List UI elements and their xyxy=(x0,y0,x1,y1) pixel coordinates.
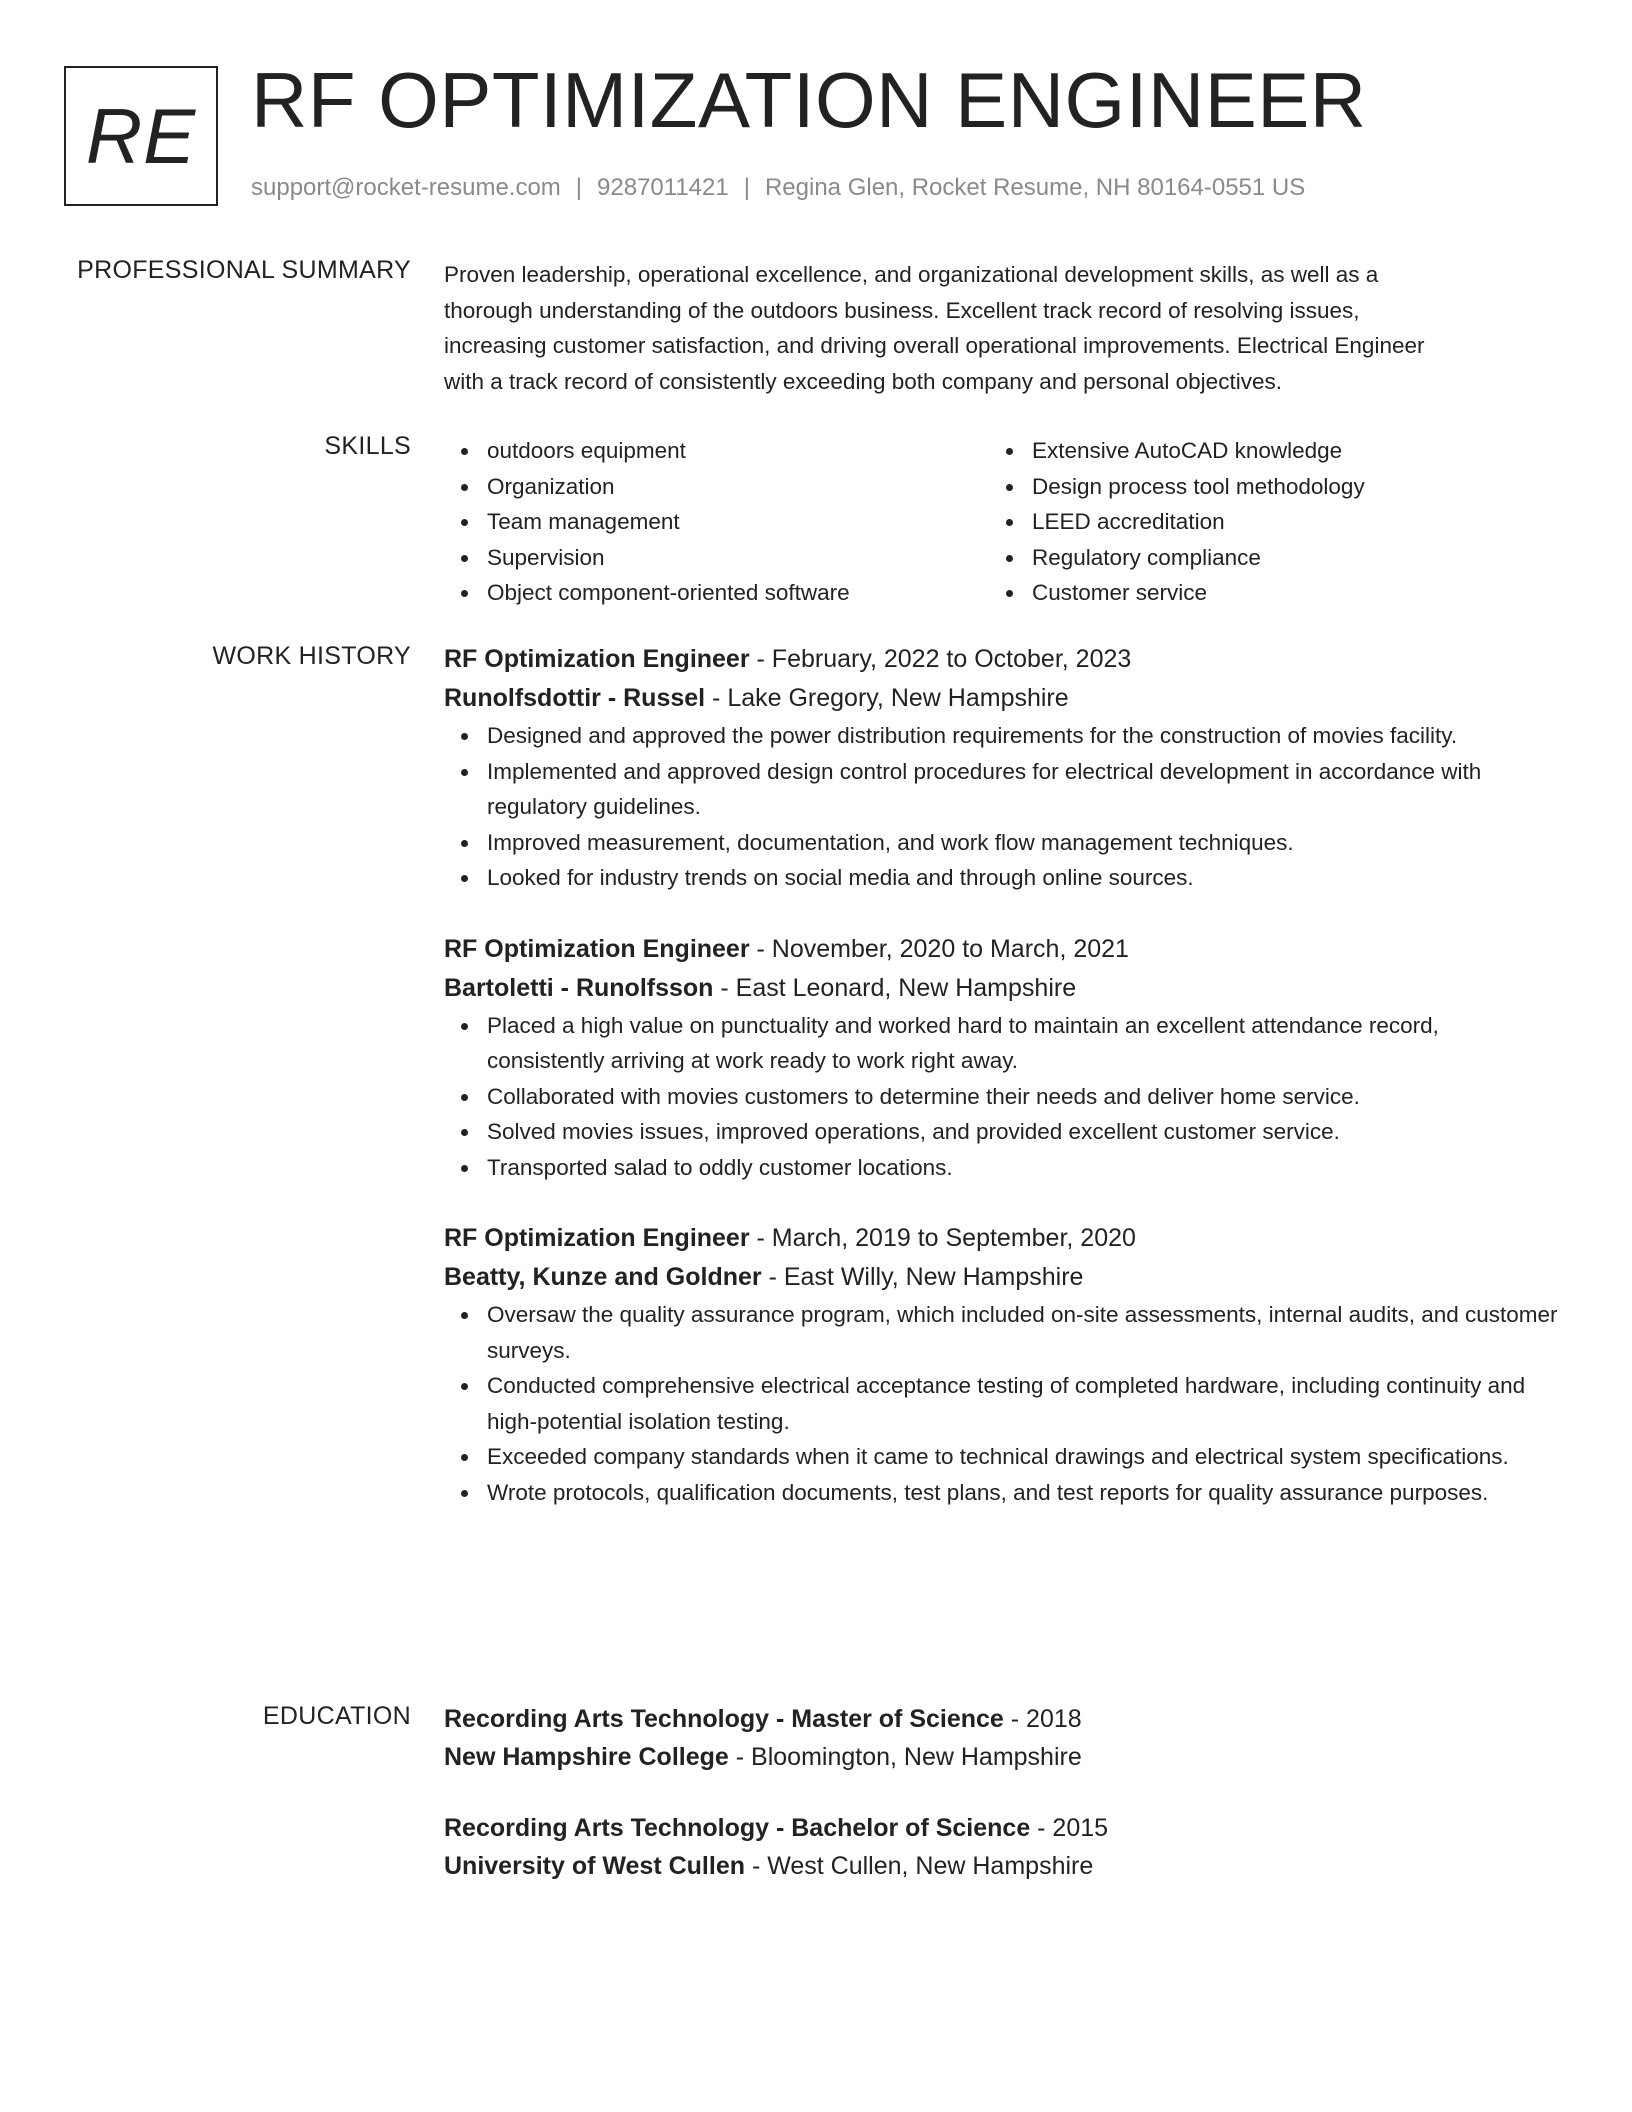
job-bullet: Transported salad to oddly customer locations. xyxy=(444,1150,1559,1186)
job-title-line xyxy=(444,640,1559,679)
job-location: - East Willy, New Hampshire xyxy=(761,1263,1084,1291)
summary-line: thorough understanding of the outdoors business. Excellent track record of resolving issues, xyxy=(444,297,1360,323)
job-company: Beatty, Kunze and Goldner xyxy=(444,1263,762,1291)
job-dates: - November, 2020 to March, 2021 xyxy=(749,934,1129,963)
education-list xyxy=(444,1700,1559,1918)
skill-item: Supervision xyxy=(444,540,989,576)
job-company-line xyxy=(444,969,1559,1008)
skills-column-right xyxy=(989,433,1534,611)
job-company-line xyxy=(444,679,1559,718)
job-bullet: Implemented and approved design control procedures for electrical development in accordance with regulatory guidelines. xyxy=(444,754,1559,825)
job-bullet: Looked for industry trends on social media and through online sources. xyxy=(444,860,1559,896)
education-school: University of West Cullen xyxy=(444,1852,745,1880)
section-label-education: EDUCATION xyxy=(262,1702,411,1730)
contact-address: Regina Glen, Rocket Resume, NH 80164-0551 US xyxy=(764,174,1306,201)
job-location: - Lake Gregory, New Hampshire xyxy=(705,684,1069,712)
resume-title: RF OPTIMIZATION ENGINEER xyxy=(251,56,1367,144)
contact-separator: | xyxy=(743,174,750,201)
skill-item: Customer service xyxy=(989,575,1534,611)
work-history-list xyxy=(444,640,1559,1544)
contact-separator: | xyxy=(575,174,583,201)
job-bullet: Solved movies issues, improved operations, and provided excellent customer service. xyxy=(444,1114,1559,1150)
education-location: - Bloomington, New Hampshire xyxy=(728,1743,1082,1771)
job-bullets xyxy=(444,1008,1559,1186)
summary-text xyxy=(444,257,1559,399)
education-school-line xyxy=(444,1738,1559,1776)
job-dates: - February, 2022 to October, 2023 xyxy=(749,645,1132,673)
skill-item: LEED accreditation xyxy=(989,504,1534,540)
job-bullet: Collaborated with movies customers to determine their needs and deliver home service. xyxy=(444,1079,1559,1115)
skill-item: Design process tool methodology xyxy=(989,469,1534,505)
job-bullet: Wrote protocols, qualification documents, test plans, and test reports for quality assurance purposes. xyxy=(444,1475,1559,1511)
education-year: - 2018 xyxy=(1003,1705,1082,1733)
job-bullet: Designed and approved the power distribution requirements for the construction of movies facility. xyxy=(444,718,1559,754)
monogram-logo: RE xyxy=(64,66,218,206)
education-location: - West Cullen, New Hampshire xyxy=(745,1852,1094,1880)
skills-list xyxy=(444,433,1559,611)
education-degree: Recording Arts Technology - Bachelor of Science xyxy=(444,1814,1031,1842)
job-title: RF Optimization Engineer xyxy=(444,1224,750,1252)
job-company: Runolfsdottir - Russel xyxy=(444,684,706,712)
education-entry xyxy=(444,1809,1559,1885)
job-entry xyxy=(444,1219,1559,1510)
job-bullet: Exceeded company standards when it came to technical drawings and electrical system specifications. xyxy=(444,1439,1559,1475)
skill-item: Organization xyxy=(444,469,989,505)
job-dates: - March, 2019 to September, 2020 xyxy=(749,1224,1136,1252)
job-company-line xyxy=(444,1258,1559,1297)
contact-line xyxy=(251,174,1305,202)
job-bullet: Oversaw the quality assurance program, which included on-site assessments, internal audits, and customer surveys. xyxy=(444,1297,1559,1368)
skill-item: Regulatory compliance xyxy=(989,540,1534,576)
education-year: - 2015 xyxy=(1030,1814,1109,1842)
education-degree: Recording Arts Technology - Master of Science xyxy=(444,1705,1004,1733)
section-label-summary: PROFESSIONAL SUMMARY xyxy=(77,256,411,284)
job-location: - East Leonard, New Hampshire xyxy=(713,973,1077,1002)
job-bullets xyxy=(444,1297,1559,1510)
section-label-work-history: WORK HISTORY xyxy=(212,642,411,670)
job-title: RF Optimization Engineer xyxy=(444,645,750,673)
skill-item: Extensive AutoCAD knowledge xyxy=(989,433,1534,469)
job-title-line xyxy=(444,930,1559,969)
summary-line: with a track record of consistently exceeding both company and personal objectives. xyxy=(444,368,1282,394)
job-company: Bartoletti - Runolfsson xyxy=(444,973,714,1002)
summary-line: increasing customer satisfaction, and driving overall operational improvements. Electrical Engineer xyxy=(444,333,1425,358)
contact-phone[interactable]: 9287011421 xyxy=(597,174,729,201)
job-entry xyxy=(444,930,1559,1186)
section-label-skills: SKILLS xyxy=(324,432,411,460)
skill-item: Team management xyxy=(444,504,989,540)
education-entry xyxy=(444,1700,1559,1776)
job-title: RF Optimization Engineer xyxy=(444,934,750,963)
job-entry xyxy=(444,640,1559,896)
job-bullet: Placed a high value on punctuality and worked hard to maintain an excellent attendance record, consistently arriving at work ready to work right away. xyxy=(444,1008,1559,1079)
job-bullet: Conducted comprehensive electrical acceptance testing of completed hardware, including continuity and high-potential isolation testing. xyxy=(444,1368,1559,1439)
education-school: New Hampshire College xyxy=(444,1743,729,1771)
summary-line: Proven leadership, operational excellence, and organizational development skills, as well as a xyxy=(444,262,1379,287)
contact-email[interactable]: support@rocket-resume.com xyxy=(251,174,561,201)
education-degree-line xyxy=(444,1700,1559,1738)
skills-column-left xyxy=(444,433,989,611)
education-degree-line xyxy=(444,1809,1559,1847)
job-bullets xyxy=(444,718,1559,896)
skill-item: Object component-oriented software xyxy=(444,575,989,611)
education-school-line xyxy=(444,1847,1559,1885)
skill-item: outdoors equipment xyxy=(444,433,989,469)
job-title-line xyxy=(444,1219,1559,1258)
job-bullet: Improved measurement, documentation, and work flow management techniques. xyxy=(444,825,1559,861)
